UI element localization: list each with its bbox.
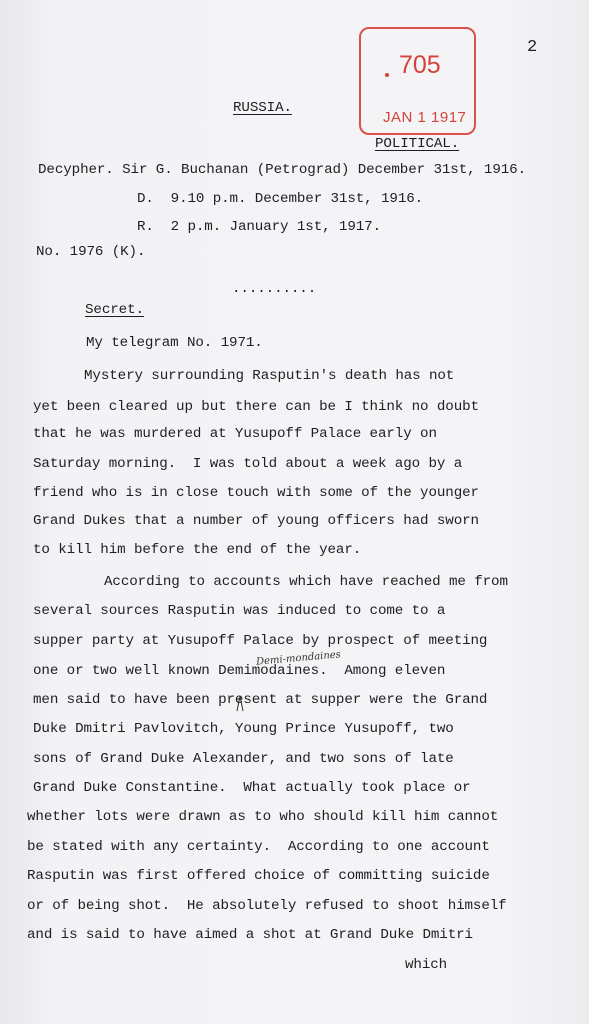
text-line: supper party at Yusupoff Palace by prospect of meeting	[33, 633, 488, 649]
text-line: and is said to have aimed a shot at Grand Duke Dmitri	[27, 927, 473, 943]
text-line: men said to have been present at supper were the Grand	[33, 692, 488, 708]
text-line: Saturday morning. I was told about a week ago by a	[33, 456, 463, 472]
text-line: Mystery surrounding Rasputin's death has not	[84, 368, 455, 384]
despatched-line: D. 9.10 p.m. December 31st, 1916.	[137, 191, 424, 207]
classification-heading: POLITICAL.	[375, 136, 460, 152]
telegram-number: No. 1976 (K).	[36, 244, 146, 260]
stamp-dot	[385, 73, 389, 77]
text-line: sons of Grand Duke Alexander, and two sons of late	[33, 751, 454, 767]
received-line: R. 2 p.m. January 1st, 1917.	[137, 219, 382, 235]
stamp-date: JAN 1 1917	[383, 109, 467, 126]
secret-marking: Secret.	[85, 302, 144, 318]
page-number: 2	[527, 38, 538, 57]
text-line: that he was murdered at Yusupoff Palace early on	[33, 426, 437, 442]
text-line: According to accounts which have reached me from	[104, 574, 508, 590]
text-line: Grand Dukes that a number of young officers had sworn	[33, 513, 479, 529]
separator-dots: ..........	[232, 281, 317, 297]
text-line: to kill him before the end of the year.	[33, 542, 362, 558]
stamp-number: 705	[399, 51, 441, 79]
text-line: whether lots were drawn as to who should kill him cannot	[27, 809, 499, 825]
text-line: Grand Duke Constantine. What actually took place or	[33, 780, 471, 796]
handwritten-correction: Demi-mondaines	[255, 649, 342, 668]
country-heading: RUSSIA.	[233, 100, 292, 116]
text-line: be stated with any certainty. According to one account	[27, 839, 490, 855]
text-line: Duke Dmitri Pavlovitch, Young Prince Yusupoff, two	[33, 721, 454, 737]
text-line: several sources Rasputin was induced to come to a	[33, 603, 446, 619]
text-line: yet been cleared up but there can be I think no doubt	[33, 399, 479, 415]
text-line: or of being shot. He absolutely refused to shoot himself	[27, 898, 507, 914]
text-line: one or two well known Demimodaines. Among eleven	[33, 663, 446, 679]
text-line: friend who is in close touch with some of the younger	[33, 485, 479, 501]
catchword: which	[405, 957, 448, 973]
text-line: Rasputin was first offered choice of committing suicide	[27, 868, 490, 884]
received-stamp	[359, 27, 476, 135]
reference-line: My telegram No. 1971.	[86, 335, 263, 351]
decypher-line: Decypher. Sir G. Buchanan (Petrograd) December 31st, 1916.	[38, 162, 527, 178]
